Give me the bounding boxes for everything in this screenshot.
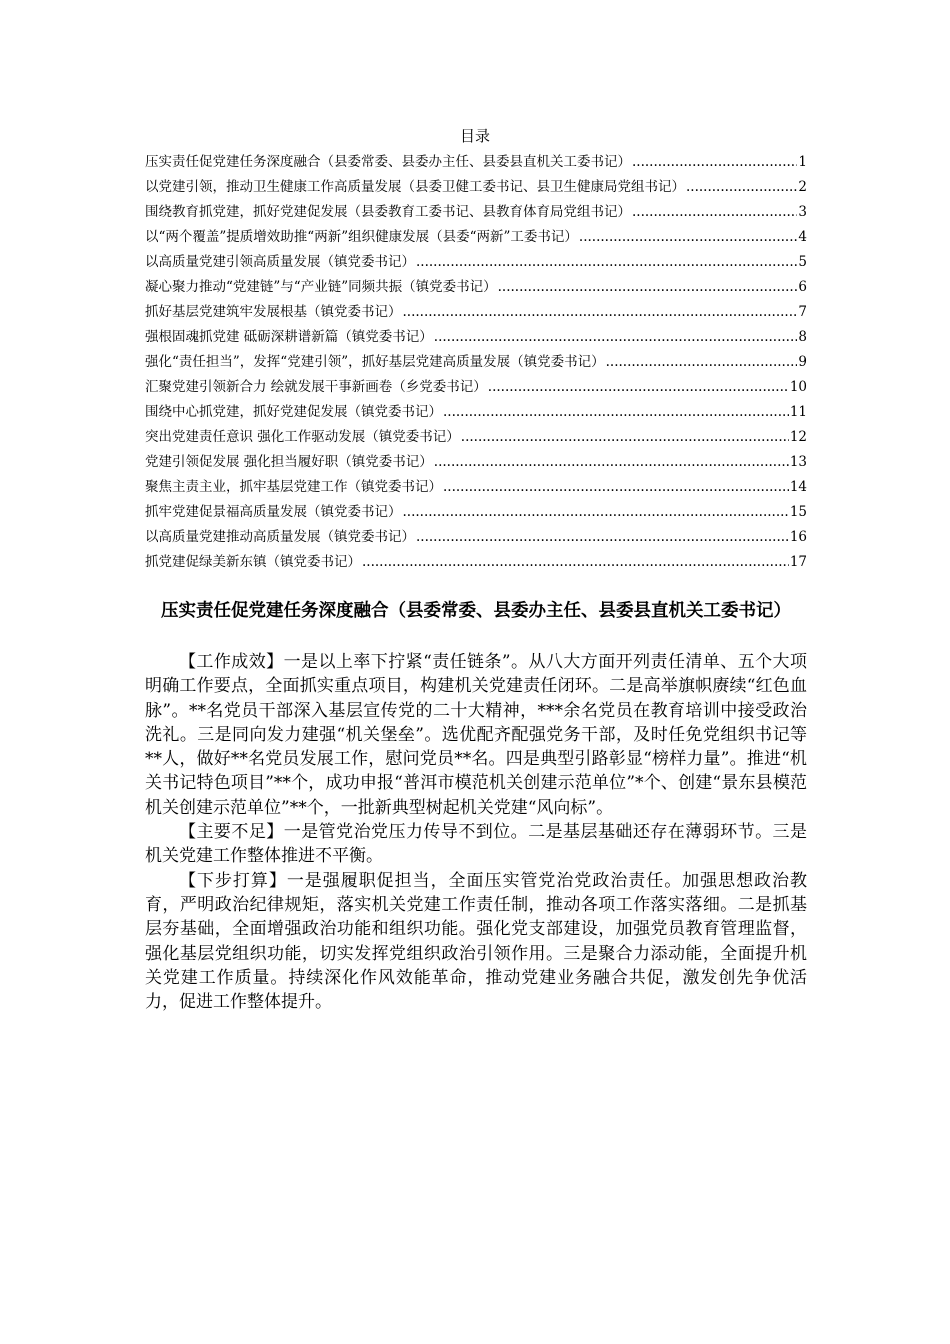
toc-entry[interactable] xyxy=(145,502,807,527)
toc-entry-title: 突出党建责任意识 强化工作驱动发展（镇党委书记） xyxy=(145,429,460,445)
toc-dot-leader xyxy=(403,502,789,522)
toc-entry-title: 以“两个覆盖”提质增效助推“两新”组织健康发展（县委“两新”工委书记） xyxy=(145,229,578,245)
toc-entry-title: 抓好基层党建筑牢发展根基（镇党委书记） xyxy=(145,304,402,320)
toc-entry[interactable] xyxy=(145,452,807,477)
toc-entry-page-number: 6 xyxy=(798,279,807,295)
toc-dot-leader xyxy=(579,227,797,247)
section-body xyxy=(145,650,807,1014)
toc-entry-page-number: 17 xyxy=(789,554,807,570)
toc-dot-leader xyxy=(606,352,798,372)
toc-dot-leader xyxy=(362,552,789,572)
toc-dot-leader xyxy=(434,327,798,347)
paragraph-shortcomings: 【主要不足】一是管党治党压力传导不到位。二是基层基础还存在薄弱环节。三是机关党建工作整体推进不平衡。 xyxy=(145,822,807,867)
toc-entry[interactable] xyxy=(145,302,807,327)
toc-dot-leader xyxy=(443,477,789,497)
toc-entry-page-number: 1 xyxy=(798,154,807,170)
toc-entry-page-number: 13 xyxy=(789,454,807,470)
toc-entry-page-number: 2 xyxy=(798,179,807,195)
toc-entry-page-number: 10 xyxy=(789,379,807,395)
toc-entry-title: 压实责任促党建任务深度融合（县委常委、县委办主任、县委县直机关工委书记） xyxy=(145,154,631,170)
toc-dot-leader xyxy=(416,252,797,272)
toc-entry-title: 围绕中心抓党建，抓好党建促发展（镇党委书记） xyxy=(145,404,442,420)
toc-entry[interactable] xyxy=(145,327,807,352)
toc-dot-leader xyxy=(632,152,797,172)
toc-entry[interactable] xyxy=(145,202,807,227)
toc-entry-title: 汇聚党建引领新合力 绘就发展干事新画卷（乡党委书记） xyxy=(145,379,487,395)
toc-entry[interactable] xyxy=(145,227,807,252)
toc-dot-leader xyxy=(416,527,789,547)
toc-entry-title: 以党建引领，推动卫生健康工作高质量发展（县委卫健工委书记、县卫生健康局党组书记） xyxy=(145,179,685,195)
toc-entry[interactable] xyxy=(145,252,807,277)
toc-dot-leader xyxy=(488,377,789,397)
toc-dot-leader xyxy=(403,302,798,322)
toc-entry[interactable] xyxy=(145,527,807,552)
toc-entry-title: 凝心聚力推动“党建链”与“产业链”同频共振（镇党委书记） xyxy=(145,279,497,295)
section-title: 压实责任促党建任务深度融合（县委常委、县委办主任、县委县直机关工委书记） xyxy=(161,601,791,621)
toc-entry[interactable] xyxy=(145,427,807,452)
toc-entry-page-number: 7 xyxy=(798,304,807,320)
toc-entry-page-number: 9 xyxy=(798,354,807,370)
toc-entry-page-number: 12 xyxy=(789,429,807,445)
toc-entry-page-number: 11 xyxy=(789,404,807,420)
toc-dot-leader xyxy=(443,402,789,422)
toc-entry[interactable] xyxy=(145,152,807,177)
toc-entry-title: 以高质量党建推动高质量发展（镇党委书记） xyxy=(145,529,415,545)
toc-entry-title: 以高质量党建引领高质量发展（镇党委书记） xyxy=(145,254,415,270)
toc-entry[interactable] xyxy=(145,402,807,427)
toc-entry-page-number: 3 xyxy=(798,204,807,220)
toc-entry[interactable] xyxy=(145,177,807,202)
toc-entry-page-number: 16 xyxy=(789,529,807,545)
toc-entry-page-number: 5 xyxy=(798,254,807,270)
toc-entry-title: 党建引领促发展 强化担当履好职（镇党委书记） xyxy=(145,454,433,470)
toc-title: 目录 xyxy=(459,127,490,145)
paragraph-next-steps: 【下步打算】一是强履职促担当，全面压实管党治党政治责任。加强思想政治教育，严明政治纪律规矩，落实机关党建工作责任制，推动各项工作落实落细。二是抓基层夯基础，全面增强政治功能和组织功能。强化党支部建设，加强党员教育管理监督，强化基层党组织功能，切实发挥党组织政治引领作用。三是聚合力添动能，全面提升机关党建工作质量。持续深化作风效能革命，推动党建业务融合共促，激发创先争优活力，促进工作整体提升。 xyxy=(145,870,807,1013)
toc-entry-title: 抓牢党建促景福高质量发展（镇党委书记） xyxy=(145,504,402,520)
toc-entry-title: 强根固魂抓党建 砥砺深耕谱新篇（镇党委书记） xyxy=(145,329,433,345)
toc-dot-leader xyxy=(686,177,797,197)
toc-entry[interactable] xyxy=(145,477,807,502)
toc-entry[interactable] xyxy=(145,552,807,577)
toc-entry-title: 强化“责任担当”，发挥“党建引领”，抓好基层党建高质量发展（镇党委书记） xyxy=(145,354,605,370)
toc-entry[interactable] xyxy=(145,277,807,302)
toc-entry-page-number: 4 xyxy=(798,229,807,245)
toc-dot-leader xyxy=(632,202,797,222)
toc-dot-leader xyxy=(461,427,789,447)
toc-entry[interactable] xyxy=(145,377,807,402)
toc-entry-title: 抓党建促绿美新东镇（镇党委书记） xyxy=(145,554,361,570)
toc-entry-page-number: 14 xyxy=(789,479,807,495)
toc-entry[interactable] xyxy=(145,352,807,377)
toc-entry-page-number: 8 xyxy=(798,329,807,345)
toc-entry-title: 围绕教育抓党建，抓好党建促发展（县委教育工委书记、县教育体育局党组书记） xyxy=(145,204,631,220)
table-of-contents xyxy=(145,152,807,577)
toc-dot-leader xyxy=(498,277,798,297)
toc-entry-page-number: 15 xyxy=(789,504,807,520)
toc-entry-title: 聚焦主责主业，抓牢基层党建工作（镇党委书记） xyxy=(145,479,442,495)
toc-dot-leader xyxy=(434,452,789,472)
paragraph-achievements: 【工作成效】一是以上率下拧紧“责任链条”。从八大方面开列责任清单、五个大项明确工作要点，全面抓实重点项目，构建机关党建责任闭环。二是高举旗帜赓续“红色血脉”。**名党员干部深入基层宣传党的二十大精神，***余名党员在教育培训中接受政治洗礼。三是同向发力建强“机关堡垒”。选优配齐配强党务干部，及时任免党组织书记等**人，做好**名党员发展工作，慰问党员**名。四是典型引路彰显“榜样力量”。推进“机关书记特色项目”**个，成功申报“普洱市模范机关创建示范单位”*个、创建“景东县模范机关创建示范单位”**个，一批新典型树起机关党建“风向标”。 xyxy=(145,652,807,818)
